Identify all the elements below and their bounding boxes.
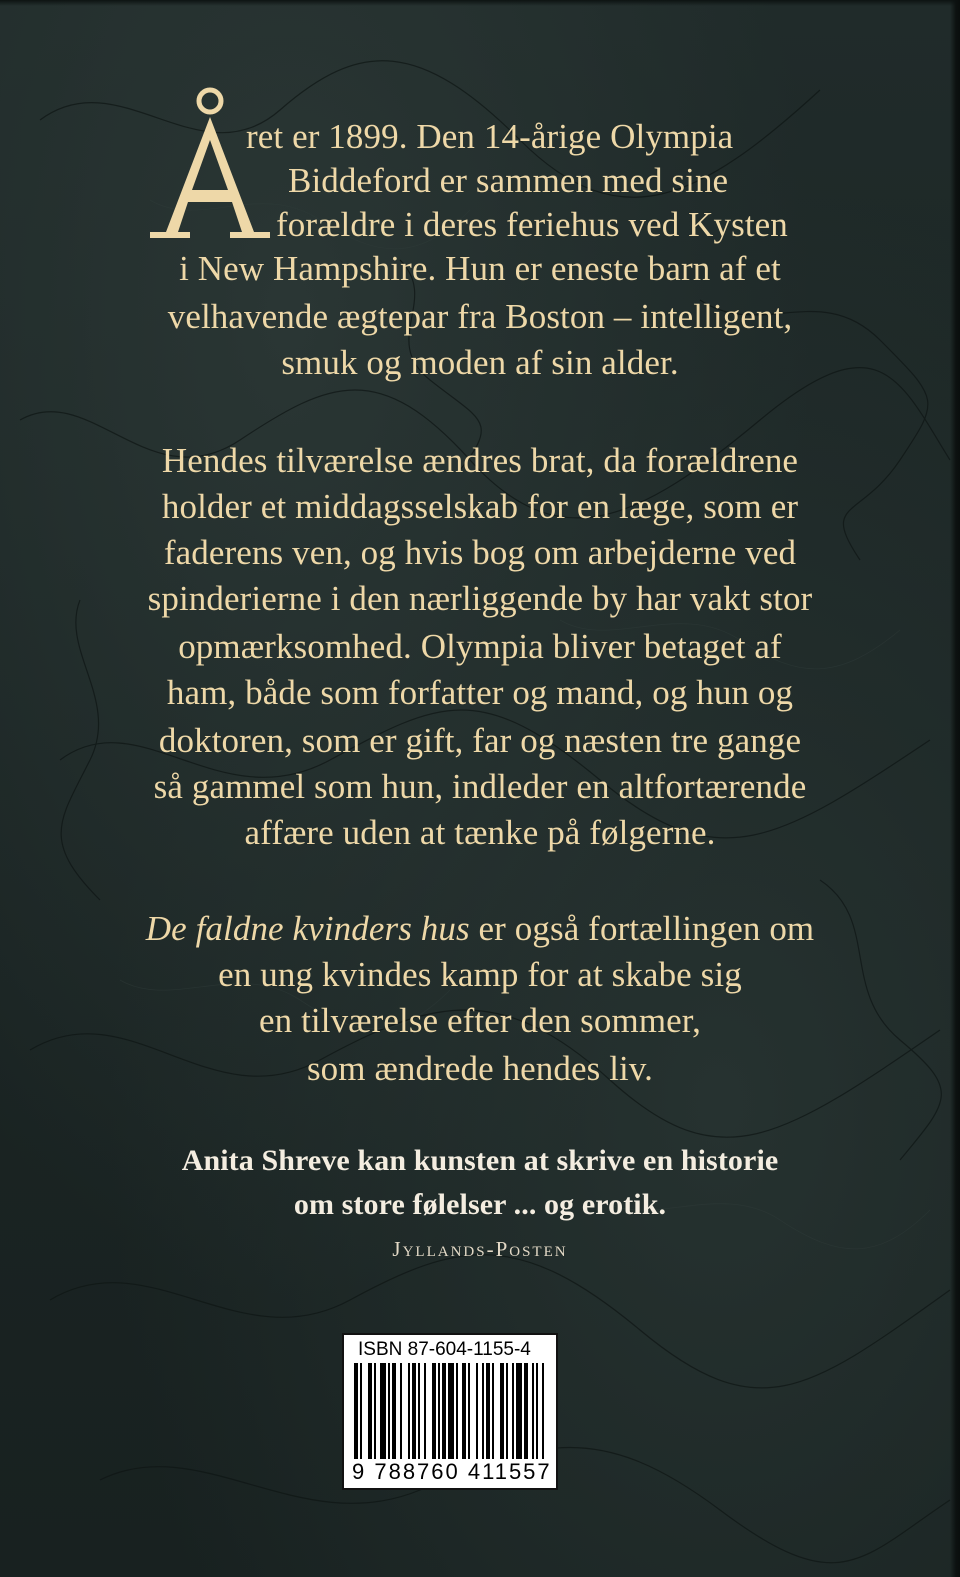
isbn-barcode — [342, 1333, 558, 1490]
para3-line-1-rest: er også fortællingen om — [469, 909, 815, 948]
para2-line-5: opmærksomhed. Olympia bliver betaget af — [178, 627, 782, 666]
book-title-italic: De faldne kvinders hus — [145, 909, 470, 948]
para2-line-3: faderens ven, og hvis bog om arbejderne ved — [163, 533, 797, 572]
para3-line-3: en tilværelse efter den sommer, — [259, 1001, 701, 1040]
para1-line-1: ret er 1899. Den 14-årige Olympia — [246, 117, 734, 156]
para1-line-6: smuk og moden af sin alder. — [281, 343, 679, 382]
barcode-bars — [354, 1363, 550, 1459]
para2-line-6: ham, både som forfatter og mand, og hun og — [166, 673, 794, 712]
para2-line-1: Hendes tilværelse ændres brat, da forældrene — [161, 441, 799, 480]
quote-line-2: om store følelser ... og erotik. — [293, 1188, 667, 1221]
para2-line-2: holder et middagsselskab for en læge, som er — [161, 487, 799, 526]
para2-line-9: affære uden at tænke på følgerne. — [244, 813, 716, 852]
quote-source: Jyllands-Posten — [392, 1237, 568, 1261]
top-edge-shadow — [0, 0, 960, 6]
para1-line-4: i New Hampshire. Hun er eneste barn af et — [179, 249, 781, 288]
para1-line-5: velhavende ægtepar fra Boston – intelligent, — [167, 297, 793, 336]
para2-line-7: doktoren, som er gift, far og næsten tre gange — [158, 721, 802, 760]
quote-line-1: Anita Shreve kan kunsten at skrive en historie — [181, 1144, 779, 1177]
barcode-digits: 9 788760 411557 — [352, 1459, 552, 1484]
para1-line-2: Biddeford er sammen med sine — [288, 161, 729, 200]
dropcap-letter — [148, 84, 272, 242]
para1-line-3: forældre i deres feriehus ved Kysten — [276, 205, 788, 244]
para2-line-8: så gammel som hun, indleder en altfortærende — [153, 767, 807, 806]
para3-line-4: som ændrede hendes liv. — [306, 1049, 654, 1088]
para3-line-1 — [0, 906, 960, 952]
para3-line-2: en ung kvindes kamp for at skabe sig — [218, 955, 742, 994]
para2-line-4: spinderierne i den nærliggende by har vakt stor — [147, 579, 813, 618]
isbn-label: ISBN 87-604-1155-4 — [358, 1339, 531, 1360]
